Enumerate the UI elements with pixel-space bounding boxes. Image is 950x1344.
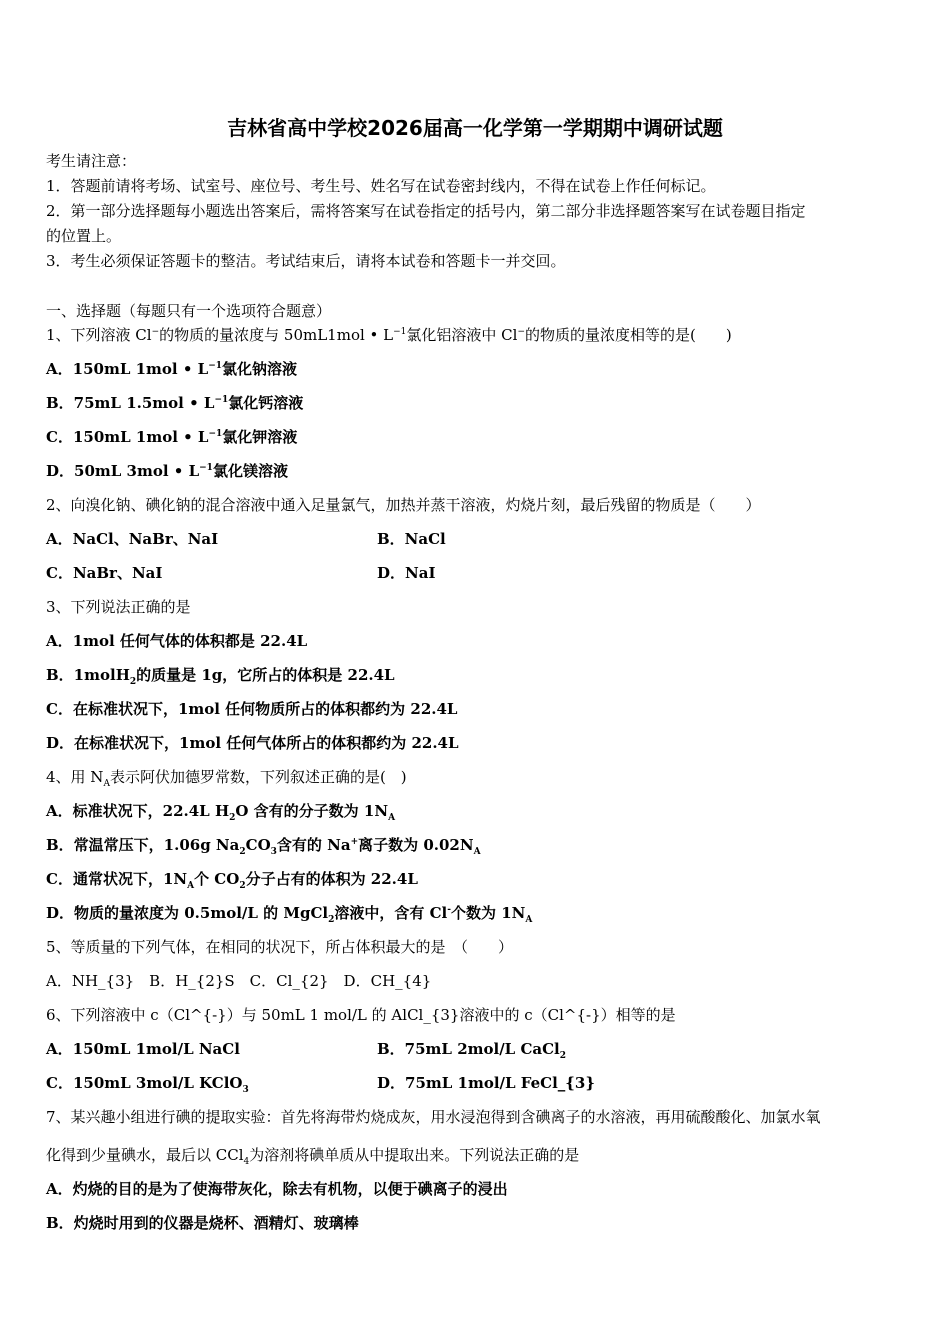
option: D．NaI (377, 564, 436, 582)
notice-item: 2．第一部分选择题每小题选出答案后，需将答案写在试卷指定的括号内，第二部分非选择题答案写在试卷题目指定 (46, 202, 806, 220)
notice-item: 3．考生必须保证答题卡的整洁。考试结束后，请将本试卷和答题卡一并交回。 (46, 252, 566, 270)
option: C．150mL 1mol • $L^{-1}$氯化钾溶液 (46, 428, 298, 446)
question-stem: 2、向溴化钠、碘化钠的混合溶液中通入足量氯气，加热并蒸干溶液，灼烧片刻，最后残留的物质是（ ） (46, 496, 761, 514)
option: D．物质的量浓度为 0.5mol/L 的 MgCl$_2$溶液中，含有 Cl-个数为 $1N_A$ (46, 904, 533, 925)
option: D．75mL 1mol/L FeCl_{3} (377, 1074, 596, 1092)
question-stem: 6、下列溶液中 c（Cl^{-}）与 50mL 1 mol/L 的 AlCl_{3}溶液中的 c（Cl^{-}）相等的是 (46, 1006, 676, 1024)
option: B．1molH$_2$的质量是 1g，它所占的体积是 22.4L (46, 666, 395, 687)
option: B．常温常压下，1.06g $Na_2CO_3$含有的 Na+离子数为 $0.02N_A$ (46, 836, 481, 857)
notice-item: 的位置上。 (46, 227, 122, 245)
question-stem: 1、下列溶液 Cl−的物质的量浓度与 50mL1mol • $L^{-1}$氯化铝溶液中 Cl−的物质的量浓度相等的是( ) (46, 326, 732, 344)
option: A．标准状况下，22.4L $H_2O$ 含有的分子数为 $1N_A$ (46, 802, 396, 823)
notice-heading: 考生请注意： (46, 152, 137, 170)
option: B．75mL 2mol/L CaCl$_2$ (377, 1040, 567, 1061)
option: D．在标准状况下，1mol 任何气体所占的体积都约为 22.4L (46, 734, 459, 752)
option: A．150mL 1mol • $L^{-1}$氯化钠溶液 (46, 360, 298, 378)
page-title: 吉林省高中学校2026届高一化学第一学期期中调研试题 (227, 116, 723, 140)
question-stem: 5、等质量的下列气体，在相同的状况下，所占体积最大的是 （ ） (46, 938, 514, 956)
question-stem: 7、某兴趣小组进行碘的提取实验：首先将海带灼烧成灰，用水浸泡得到含碘离子的水溶液，再用硫酸酸化、加氯水氧 (46, 1108, 821, 1126)
notice-item: 1．答题前请将考场、试室号、座位号、考生号、姓名写在试卷密封线内，不得在试卷上作任何标记。 (46, 177, 716, 195)
option: C．在标准状况下，1mol 任何物质所占的体积都约为 22.4L (46, 700, 458, 718)
question-stem: 3、下列说法正确的是 (46, 598, 191, 616)
option: C．NaBr、NaI (46, 564, 163, 582)
section-heading: 一、选择题（每题只有一个选项符合题意） (46, 302, 332, 320)
option: C．通常状况下，$1N_A$个 $CO_2$分子占有的体积为 22.4L (46, 870, 418, 891)
option: B．灼烧时用到的仪器是烧杯、酒精灯、玻璃棒 (46, 1214, 359, 1232)
option: B．75mL 1.5mol • $L^{-1}$氯化钙溶液 (46, 394, 304, 412)
option: A．NH_{3} B．H_{2}S C．Cl_{2} D．CH_{4} (46, 972, 432, 990)
option: B．NaCl (377, 530, 446, 548)
option: A．NaCl、NaBr、NaI (46, 530, 219, 548)
option: A．灼烧的目的是为了使海带灰化，除去有机物，以便于碘离子的浸出 (46, 1180, 508, 1198)
question-stem-continued: 化得到少量碘水，最后以 CCl$_4$为溶剂将碘单质从中提取出来。下列说法正确的是 (46, 1146, 580, 1167)
question-stem: 4、用 $N_A$表示阿伏加德罗常数，下列叙述正确的是( ) (46, 768, 407, 789)
option: A．150mL 1mol/L NaCl (46, 1040, 240, 1058)
option: A．1mol 任何气体的体积都是 22.4L (46, 632, 308, 650)
option: D．50mL 3mol • $L^{-1}$氯化镁溶液 (46, 462, 288, 480)
option: C．150mL 3mol/L KClO$_3$ (46, 1074, 249, 1095)
